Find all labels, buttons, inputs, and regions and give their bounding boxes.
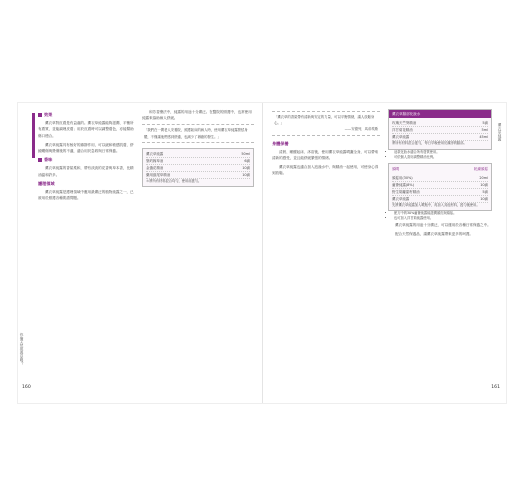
right-side-title: 薰衣草純露 xyxy=(498,123,502,141)
recipe-row: 薰衣草純露 10滴 xyxy=(392,196,488,201)
accent-bar xyxy=(32,113,35,158)
right-quote: 「薰衣草的香氣帶有清新與安定的力量，可以平衡情緒，讓人放鬆身心。」 ——安德列．馬帝埃斯 xyxy=(272,111,380,136)
bullet-item: • 也可加入洋甘菊純露使用。 xyxy=(394,216,492,221)
body-text-2: 薰衣草純露也適合加入泡澡水中，與精油一起使用，可使身心得到放鬆。 xyxy=(272,165,379,176)
left-col-2 xyxy=(142,109,254,187)
box2-bullets xyxy=(388,211,492,222)
recipe-note: ＊將所有材料混合均勻，使用前搖勻。 xyxy=(146,178,202,183)
book-spread xyxy=(18,103,506,403)
care-text: 薰衣草純露是護理領域中應用最廣泛的植物純露之一，已被用於照護各種肌膚問題。 xyxy=(38,190,134,201)
box1-bullets xyxy=(388,150,492,161)
col2-quote: 「我們在一間老人安養院，照護臥床的病人時，使用薰衣草純露擦拭身體，不僅讓他們感到舒適，也減少了褥瘡的發生。」 xyxy=(142,124,254,142)
body-text: 清晨、睡醒起床、沐浴後，使用薰衣草純露噴灑全身，可以帶來清新的感受，並且能舒緩緊張的情緒。 xyxy=(272,149,379,161)
heading-marker-icon xyxy=(38,113,42,117)
box-title: 薰衣草臉部化妝水 xyxy=(389,110,491,118)
recipe-row: 藥用鼠尾草精油 10滴 xyxy=(146,172,250,177)
col2-text: 和芳香療法中，純露的用途十分廣泛。在醫院的照護中，也常使用純露來協助病人舒緩。 xyxy=(142,110,252,121)
recipe-row: 薰衣草純露 50ml xyxy=(146,151,250,156)
bullet-item: • 配方中的30%蘆薈純露能滋潤頭皮與頭髮。 xyxy=(394,211,492,216)
box-note: 將所有材料混合搖勻，每日早晚使用於潔淨的臉部。 xyxy=(392,141,467,146)
recipe-box-toner xyxy=(388,109,492,150)
page-number-right: 161 xyxy=(491,385,500,390)
bullet-item: • 可依個人喜好調整精油比例。 xyxy=(394,155,492,160)
right-col-2 xyxy=(388,109,492,240)
box-header: 頭噴 乾燥頭髮 xyxy=(392,167,488,172)
recipe-row: 野生胡蘿蔔籽精油 5滴 xyxy=(392,189,488,194)
recipe-box-hair xyxy=(388,163,492,211)
bullet-item: • 這款化妝水適合所有膚質使用。 xyxy=(394,150,492,155)
left-side-title: 你懂天然保養品嗎？ xyxy=(20,333,24,366)
heading-care: 護理領域 xyxy=(38,180,55,186)
heading-marker-icon xyxy=(38,158,42,162)
left-col-1 xyxy=(38,109,134,204)
page-gutter xyxy=(262,103,263,403)
recipe-box xyxy=(142,148,254,187)
heading-effects: 效果 xyxy=(38,112,134,118)
fragrance-text: 薰衣草純露的香氣柔和，帶有淡淡的花香與草本香，比精油溫和許多。 xyxy=(38,166,134,177)
recipe-row: 玫瑰天竺葵精油 5滴 xyxy=(392,121,488,126)
quote-source: ——安德列．馬帝埃斯 xyxy=(344,127,378,132)
effects-text-2: 薰衣草純露具有極好的鎮靜作用，可以緩和敏感肌膚，舒緩曬傷與燙傷後的不適，適合用於急救與日常保養。 xyxy=(38,142,134,154)
right-col-1 xyxy=(272,109,380,180)
end-text-2: 配合天然保養品，讓薰衣草純露帶來更多的呵護。 xyxy=(395,232,473,237)
recipe-row: 洋甘菊花精油 5ml xyxy=(392,128,488,133)
recipe-row: 頭髮用(30%) 20ml xyxy=(392,175,488,180)
page-number-left: 160 xyxy=(22,385,31,390)
effects-text: 薰衣草對皮膚是有益處的。薰衣草純露能夠滋潤、平衡所有膚質，並能調理皮膚；用於皮膚時可以調整膚色，亦能幫助傷口癒合。 xyxy=(38,121,134,138)
recipe-row: 聖約翰草油 6滴 xyxy=(146,158,250,163)
box-note: 先將薰衣草純露加入噴瓶中，再加入其他材料，搖勻後使用。 xyxy=(392,202,480,207)
end-text: 薰衣草純露的用途十分廣泛，可以運用於各種日常保養之中。 xyxy=(395,222,491,227)
recipe-row: 薰衣草純露 45ml xyxy=(392,135,488,140)
recipe-row: 金盞花精油 10滴 xyxy=(146,165,250,170)
recipe-row: 蘆薈純露(8%) 10滴 xyxy=(392,182,488,187)
heading-body-care: 身體保養 xyxy=(272,140,289,146)
heading-fragrance: 香味 xyxy=(38,157,134,163)
